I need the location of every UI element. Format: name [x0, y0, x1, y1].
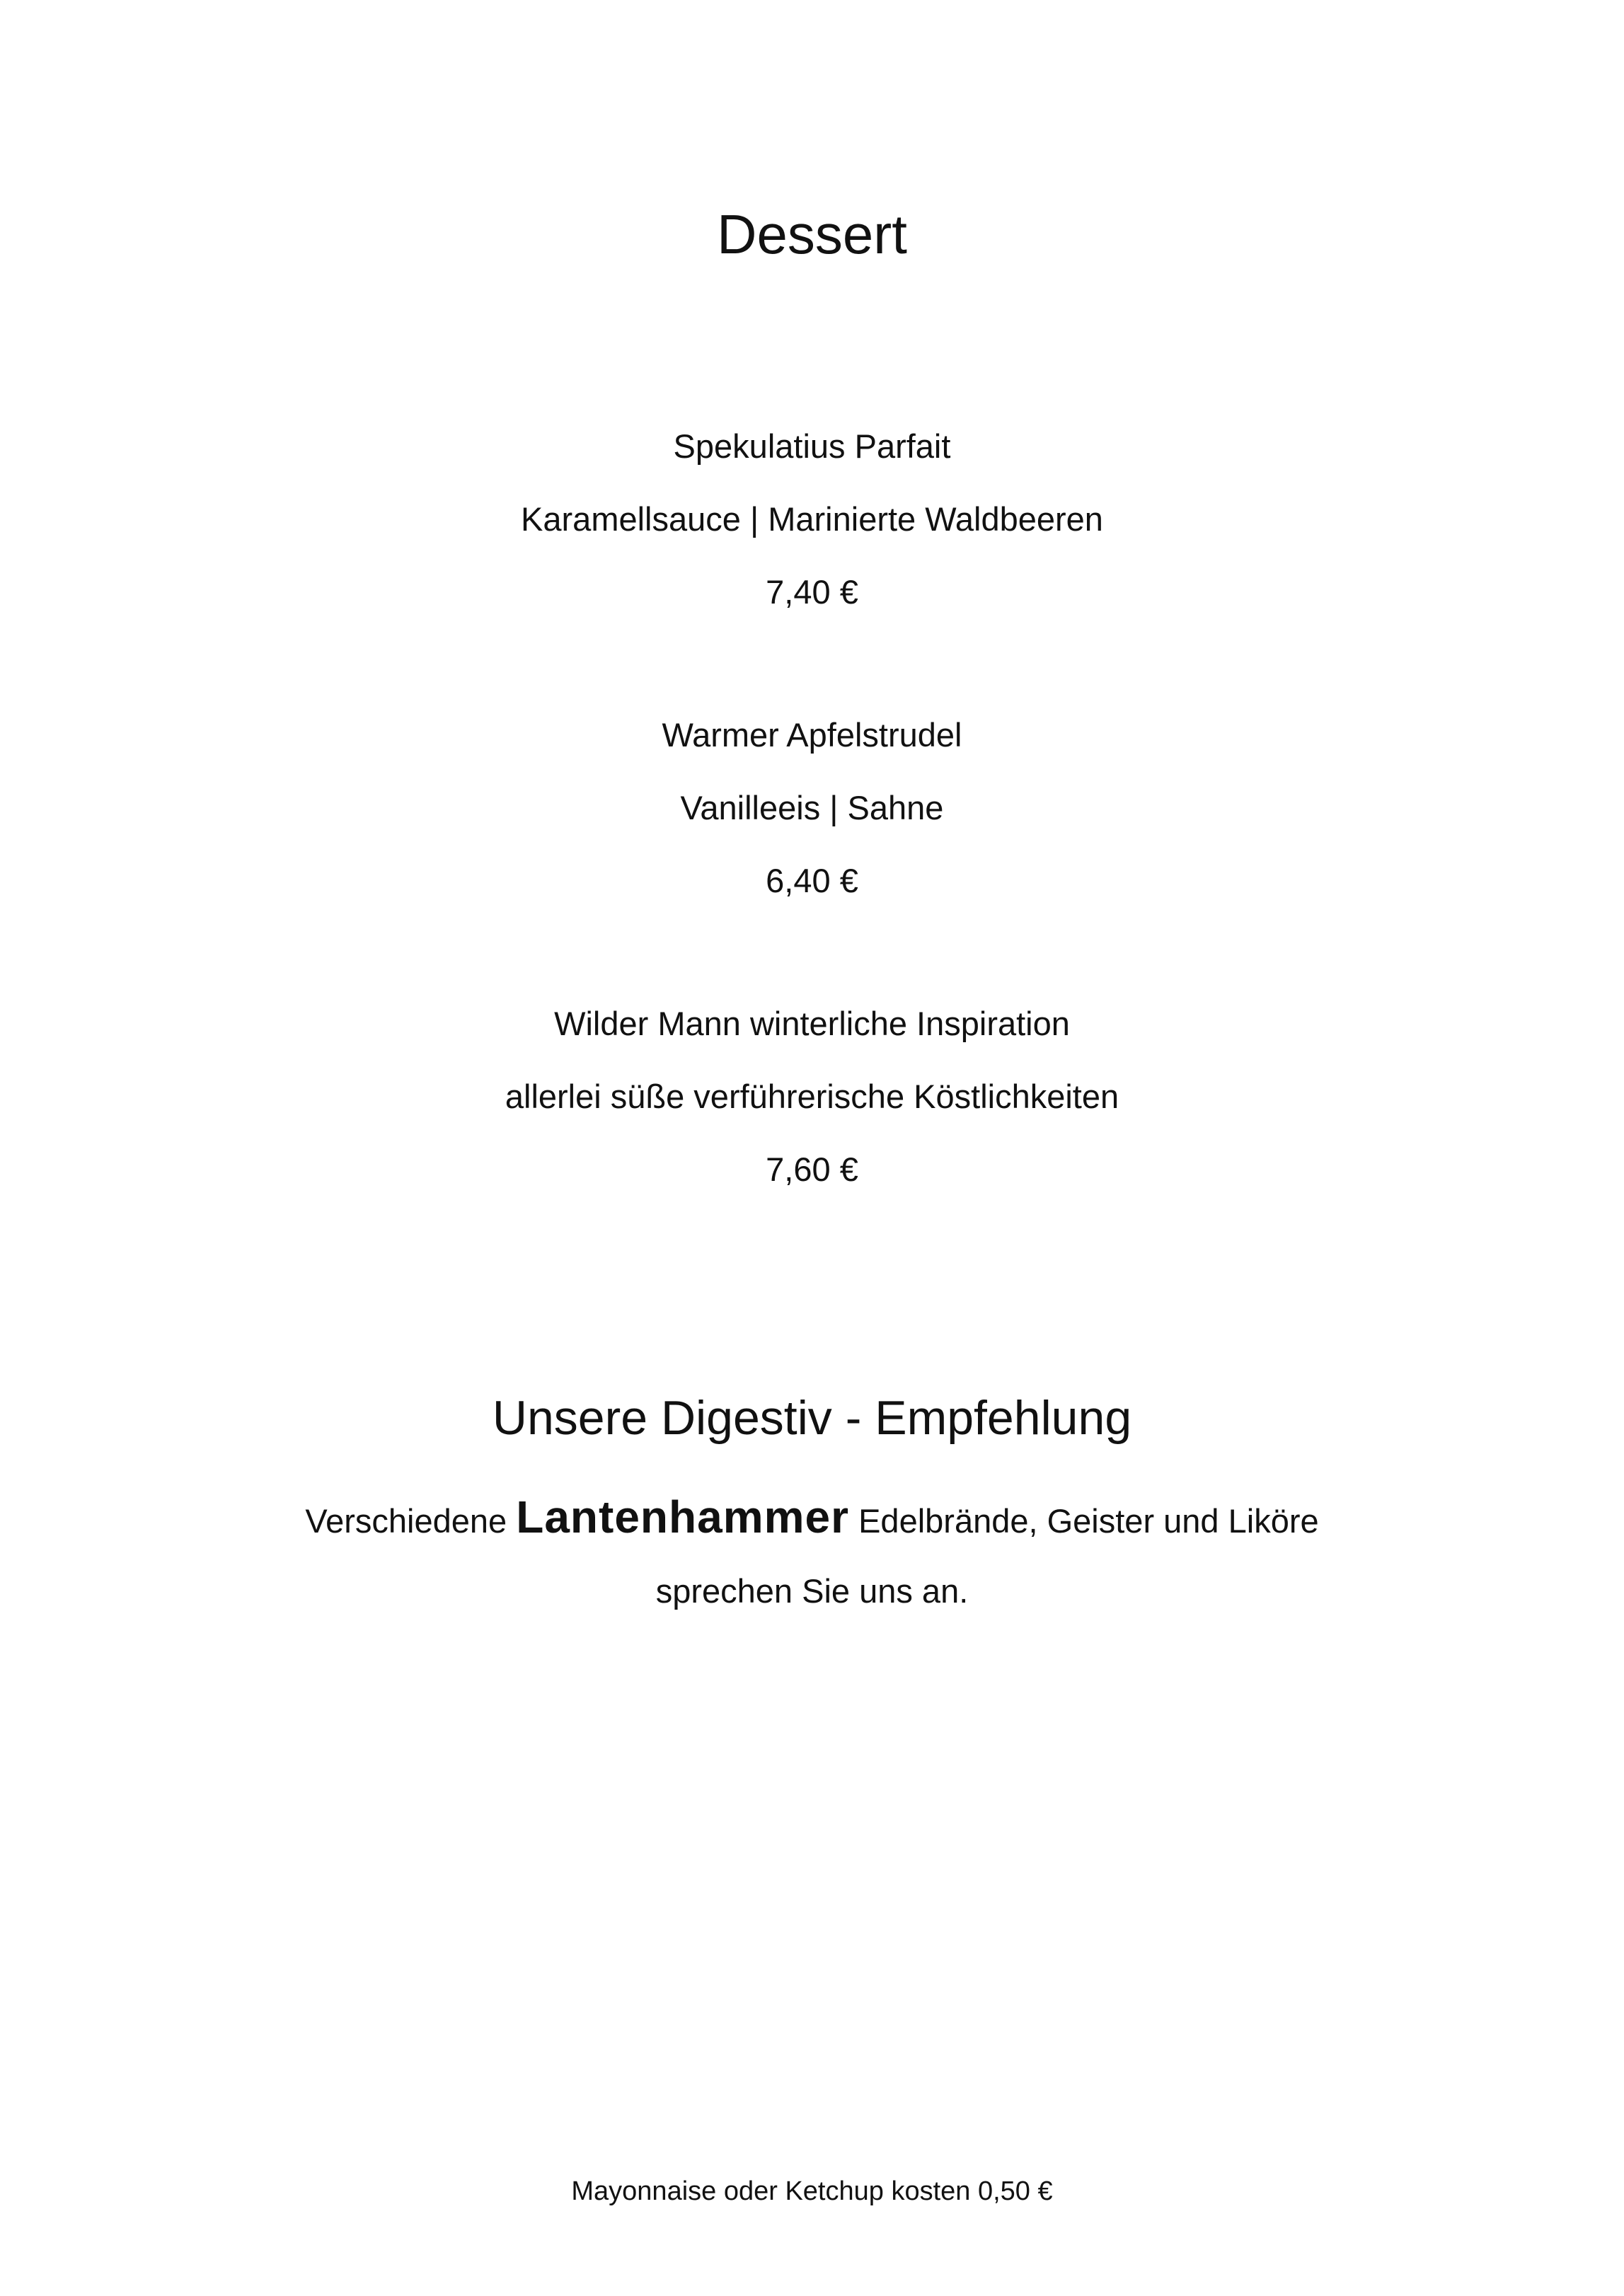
digestive-text-after: Edelbrände, Geister und Liköre	[858, 1502, 1319, 1540]
dessert-price: 7,60 €	[766, 1150, 858, 1188]
dessert-price: 6,40 €	[766, 862, 858, 899]
dessert-name: Spekulatius Parfait	[673, 427, 951, 465]
digestive-contact-note: sprechen Sie uns an.	[655, 1572, 969, 1610]
page-title: Dessert	[717, 203, 907, 265]
dessert-description: Karamellsauce | Marinierte Waldbeeren	[521, 500, 1103, 538]
digestive-heading: Unsere Digestiv - Empfehlung	[492, 1391, 1132, 1445]
footnote: Mayonnaise oder Ketchup kosten 0,50 €	[571, 2176, 1053, 2206]
digestive-recommendation	[0, 1494, 1624, 1540]
dessert-description: Vanilleeis | Sahne	[680, 789, 944, 826]
dessert-name: Warmer Apfelstrudel	[662, 716, 962, 754]
dessert-price: 7,40 €	[766, 573, 858, 611]
dessert-name: Wilder Mann winterliche Inspiration	[554, 1005, 1070, 1042]
brand-name: Lantenhammer	[516, 1492, 850, 1542]
digestive-text-before: Verschiedene	[305, 1502, 507, 1540]
dessert-description: allerlei süße verführerische Köstlichkeiten	[505, 1078, 1119, 1115]
